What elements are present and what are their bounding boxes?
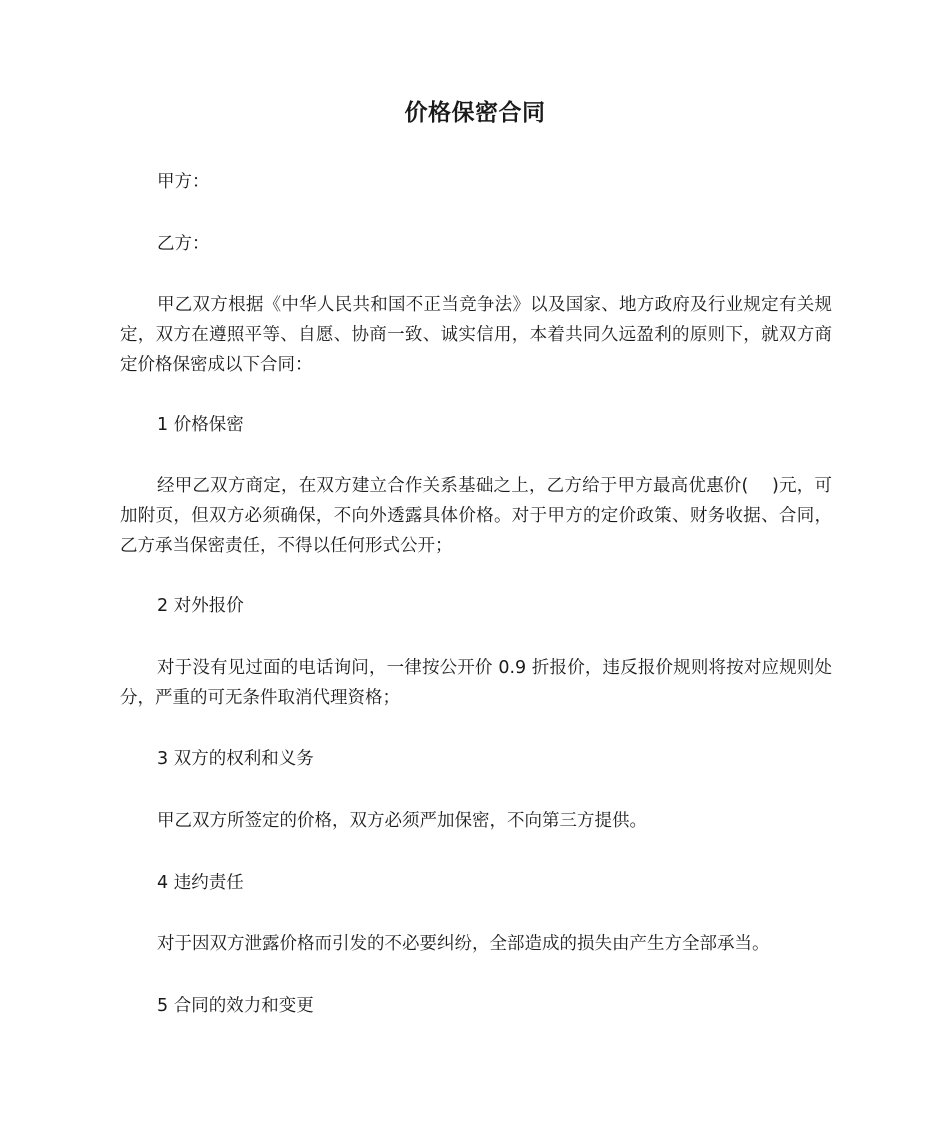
document-title: 价格保密合同: [404, 100, 546, 126]
section-heading: 3 双方的权利和义务: [157, 749, 314, 769]
party-a-label: 甲方：: [157, 172, 210, 192]
party-b-label: 乙方：: [157, 234, 210, 254]
section-body: 对于因双方泄露价格而引发的不必要纠纷，全部造成的损失由产生方全部承当。: [157, 934, 770, 954]
intro-paragraph: 甲乙双方根据《中华人民共和国不正当竞争法》以及国家、地方政府及行业规定有关规定，双方在遵照平等、自愿、协商一致、诚实信用，本着共同久远盈利的原则下，就双方商定价格保密成以下合同：: [120, 295, 832, 375]
section-heading: 5 合同的效力和变更: [157, 996, 314, 1016]
section-heading: 2 对外报价: [157, 596, 244, 616]
section-heading: 4 违约责任: [157, 873, 244, 893]
section-body: 对于没有见过面的电话询问，一律按公开价 0.9 折报价，违反报价规则将按对应规则处分，严重的可无条件取消代理资格；: [120, 658, 832, 708]
section-heading: 1 价格保密: [157, 415, 244, 435]
section-body: 甲乙双方所签定的价格，双方必须严加保密，不向第三方提供。: [157, 811, 647, 831]
section-body: 经甲乙双方商定，在双方建立合作关系基础之上，乙方给于甲方最高优惠价( )元，可加附页，但双方必须确保，不向外透露具体价格。对于甲方的定价政策、财务收据、合同，乙方承当保密责任，不得以任何形式公开；: [120, 476, 832, 556]
